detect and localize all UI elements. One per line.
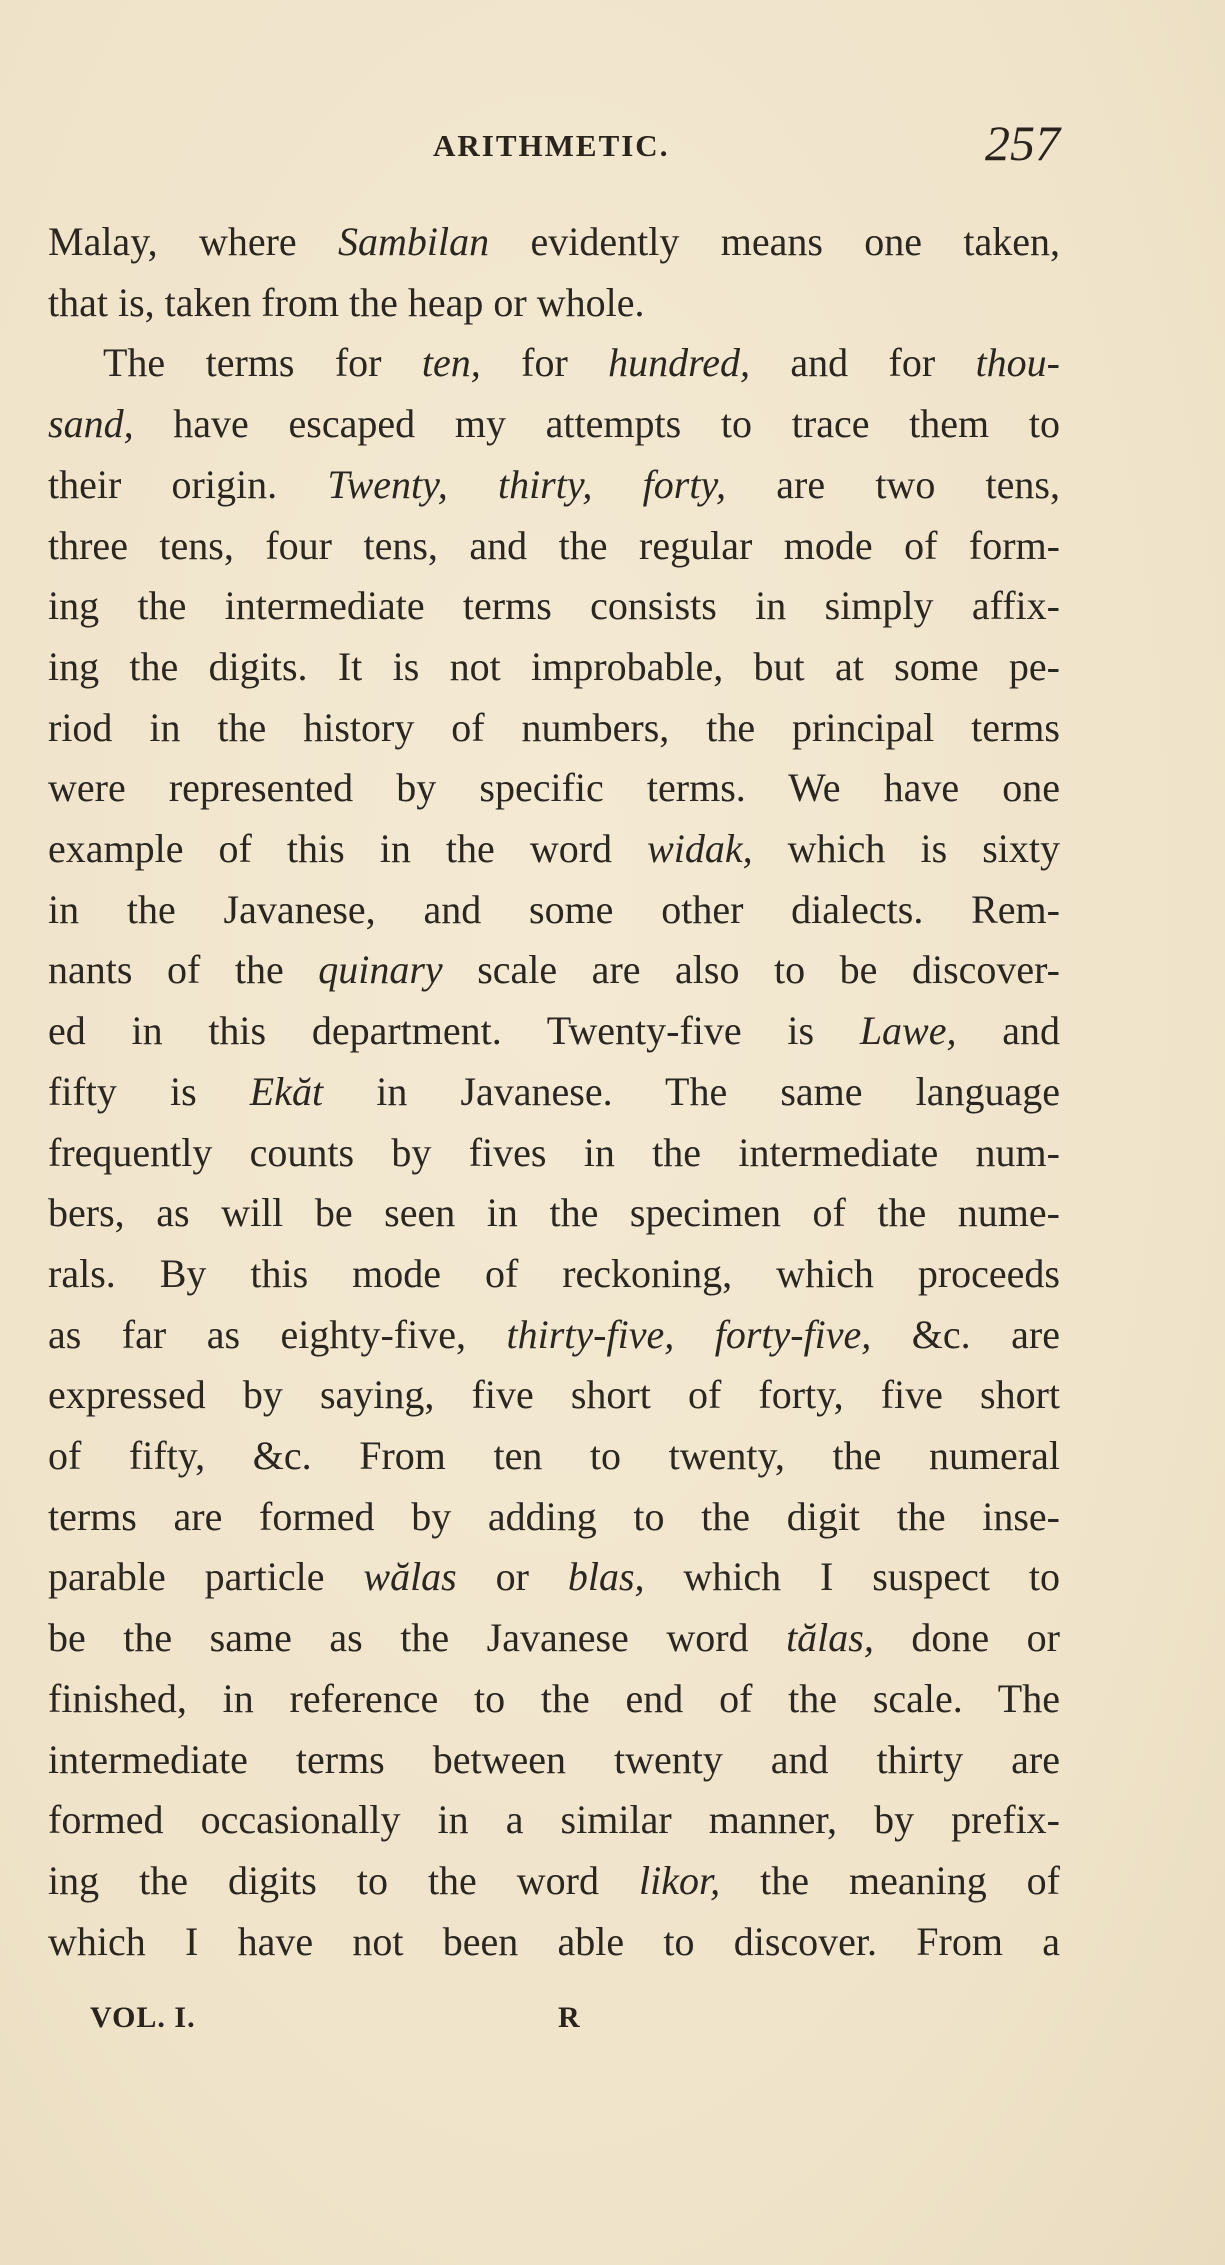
text-line [103, 333, 1060, 393]
text-line [48, 1426, 1060, 1486]
text-line [48, 758, 1060, 818]
text-run: or [456, 1554, 568, 1600]
text-line [48, 455, 1060, 515]
text-run: evidently means one taken, [489, 219, 1060, 264]
text-line [48, 1608, 1060, 1668]
signature-mark: R [558, 2001, 580, 2034]
text-line [48, 1123, 1060, 1183]
italic-term: thirty-five, forty-five, [506, 1311, 872, 1357]
text-line [48, 940, 1060, 1000]
italic-term: blas, [567, 1554, 645, 1600]
text-run: of fifty, &c. From ten to twenty, the numeral [48, 1433, 1060, 1478]
italic-term: ten, [421, 340, 481, 386]
text-run: and for [750, 340, 976, 386]
text-line [48, 1669, 1060, 1729]
running-head: ARITHMETIC. [433, 128, 670, 163]
text-line [48, 1912, 1060, 1972]
text-run: nants of the [48, 947, 319, 993]
text-line [48, 1487, 1060, 1547]
text-run: ed in this department. Twenty-five is [48, 1008, 860, 1054]
text-line [48, 1365, 1060, 1425]
text-line [48, 212, 1060, 272]
text-run: as far as eighty-five, [48, 1311, 507, 1357]
text-line [48, 880, 1060, 940]
page-header [48, 115, 1060, 172]
text-run: bers, as will be seen in the specimen of the nume- [48, 1190, 1060, 1236]
text-line [48, 1305, 1060, 1365]
text-run: fifty is [48, 1068, 250, 1114]
italic-term: thou- [975, 340, 1060, 386]
text-line [48, 698, 1060, 758]
text-line [48, 273, 1060, 333]
text-run: which I have not been able to discover. From a [48, 1918, 1060, 1964]
text-run: which is sixty [752, 826, 1060, 871]
text-run: in the Javanese, and some other dialects. Rem- [48, 886, 1060, 932]
text-run: which I suspect to [644, 1554, 1060, 1600]
text-line [48, 637, 1060, 697]
italic-term: Sambilan [338, 219, 490, 264]
text-run: ing the intermediate terms consists in simply affix- [48, 583, 1060, 629]
text-line [48, 1790, 1060, 1850]
italic-term: quinary [318, 947, 443, 993]
text-line [48, 1062, 1060, 1122]
italic-term: sand, [48, 401, 134, 447]
italic-term: Lawe, [859, 1008, 957, 1054]
text-line [48, 1730, 1060, 1790]
text-run: were represented by specific terms. We have one [48, 765, 1060, 811]
italic-term: tălas, [786, 1615, 874, 1661]
text-run: their origin. [48, 461, 328, 507]
text-run: &c. are [871, 1311, 1060, 1357]
text-line [48, 819, 1060, 879]
text-run: three tens, four tens, and the regular mode of form- [48, 522, 1060, 568]
text-run: that is, taken from the heap or whole. [48, 279, 645, 325]
text-run: the meaning of [720, 1857, 1061, 1903]
text-run: finished, in reference to the end of the scale. The [48, 1675, 1060, 1721]
text-run: ing the digits to the word [48, 1857, 639, 1903]
text-line [48, 394, 1060, 454]
text-run: are two tens, [726, 461, 1060, 507]
text-run: expressed by saying, five short of forty, five short [48, 1372, 1060, 1418]
text-run: be the same as the Javanese word [48, 1615, 787, 1661]
volume-signature: VOL. I. [90, 2001, 196, 2034]
italic-term: Ekăt [249, 1068, 324, 1114]
italic-term: Twenty, thirty, forty, [327, 461, 726, 507]
italic-term: hundred, [608, 340, 750, 386]
text-run: The terms for [103, 340, 422, 386]
italic-term: likor, [639, 1857, 721, 1903]
text-run: intermediate terms between twenty and thirty are [48, 1736, 1060, 1782]
text-run: and [956, 1008, 1060, 1054]
text-run: example of this in the word [48, 826, 648, 871]
italic-term: wălas [363, 1554, 457, 1600]
text-run: have escaped my attempts to trace them to [133, 401, 1060, 447]
text-line [48, 1851, 1060, 1911]
text-run: done or [873, 1615, 1060, 1661]
text-run: parable particle [48, 1554, 364, 1600]
text-run: rals. By this mode of reckoning, which proceeds [48, 1250, 1060, 1296]
text-run: frequently counts by fives in the intermediate num- [48, 1129, 1060, 1175]
text-run: terms are formed by adding to the digit the inse- [48, 1493, 1060, 1539]
text-run: scale are also to be discover- [442, 947, 1060, 993]
page-number: 257 [985, 115, 1060, 171]
italic-term: widak, [647, 826, 753, 871]
text-run: formed occasionally in a similar manner, by prefix- [48, 1797, 1060, 1843]
text-line [48, 1547, 1060, 1607]
page-footer [48, 2001, 1060, 2051]
text-run: riod in the history of numbers, the principal terms [48, 704, 1060, 750]
text-line [48, 1244, 1060, 1304]
text-line [48, 576, 1060, 636]
text-line [48, 1183, 1060, 1243]
text-run: Malay, where [48, 219, 339, 264]
text-line [48, 1001, 1060, 1061]
text-run: ing the digits. It is not improbable, but at some pe- [48, 643, 1060, 689]
text-run: for [480, 340, 609, 386]
text-line [48, 516, 1060, 576]
text-run: in Javanese. The same language [323, 1068, 1061, 1114]
